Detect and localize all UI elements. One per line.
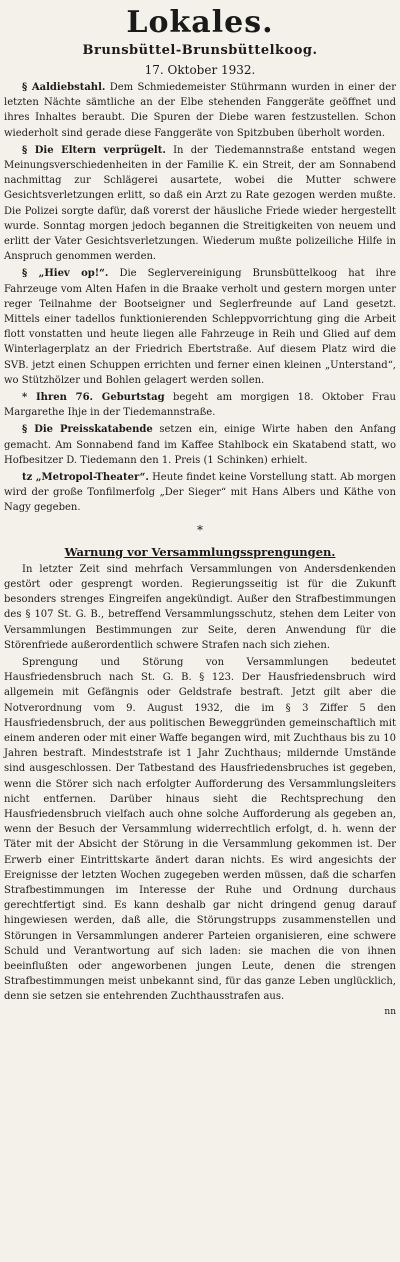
section-title: Lokales.	[126, 5, 274, 40]
article-lead: § Aaldiebstahl.	[22, 82, 106, 93]
article-text: setzen ein, einige Wirte haben den Anfang gemacht. Am Sonnabend fand im Kaffee Stahlbock ein Skatabend statt, wo Hofbesitzer D. Tiedemann den 1. Preis (1 Schinken) erhielt.	[4, 424, 396, 466]
warning-heading: Warnung vor Versammlungssprengungen.	[64, 544, 336, 559]
warning-paragraph	[4, 655, 396, 1020]
issue-date: 17. Oktober 1932.	[144, 63, 256, 77]
article-lead: * Ihren 76. Geburtstag	[22, 392, 165, 404]
article-geburtstag	[4, 390, 396, 420]
article-lead: tz „Metropol-Theater“.	[22, 472, 149, 484]
author-signature: nn	[384, 1006, 396, 1017]
article-text: Die Seglervereinigung Brunsbüttelkoog hat ihre Fahrzeuge vom Alten Hafen in die Braake verholt und gestern morgen unter reger Teilnahme der Bootseigner und Seglerfreunde auf Land gesetzt. Mittels einer tadellos funktionierenden Schleppvorrichtung ging die Arbeit flott vonstatten und heute liegen alle Fahrzeuge in Reih und Glied auf dem Winterlagerplatz an der Friedrich Ebertstraße. Auf diesem Platz wird die SVB. jetzt einen Schuppen errichten und ferner einen kleinen „Unterstand“, wo Stützhölzer und Bohlen gelagert werden sollen.	[4, 268, 396, 386]
locality-heading: Brunsbüttel-Brunsbüttelkoog.	[82, 43, 318, 58]
article-eltern	[4, 143, 396, 265]
article-theater	[4, 470, 396, 516]
warning-paragraph: In letzter Zeit sind mehrfach Versammlungen von Andersdenkenden gestört oder gesprengt worden. Regierungsseitig ist für die Zukunft besonders strenges Eingreifen angekündigt. Außer den Strafbestimmungen des § 107 St. G. B., betreffend Versammlungsschutz, stehen dem Leiter von Versammlungen Bestimmungen zur Seite, deren Anwendung für die Störenfriede außerordentlich schwere Strafen nach sich ziehen.	[4, 563, 396, 651]
article-lead: § „Hiev op!“.	[22, 268, 109, 280]
article-lead: § Die Eltern verprügelt.	[22, 144, 166, 156]
article-lead: § Die Preisskatabende	[22, 424, 153, 436]
warning-text: Sprengung und Störung von Versammlungen bedeutet Hausfriedensbruch nach St. G. B. § 123. Der Hausfriedensbruch wird allgemein mit Gefängnis oder Geldstrafe bestraft. Jetzt gilt aber die Notverordnung vom 9. August 1932, die im § 3 Ziffer 5 den Hausfriedensbruch, der aus politischen Beweggründen gemeinschaftlich mit einem anderen oder mit einer Waffe begangen wird, mit Zuchthaus bis zu 10 Jahren bestraft. Mindeststrafe ist 1 Jahr Zuchthaus; mildernde Umstände sind ausgeschlossen. Der Tatbestand des Hausfriedensbruches ist gegeben, wenn die Störer sich nach erfolgter Aufforderung des Versammlungsleiters nicht entfernen. Darüber hinaus sieht die Rechtsprechung den Hausfriedensbruch vielfach auch ohne solche Aufforderung als gegeben an, wenn der Besuch der Versammlung widerrechtlich erfolgt, d. h. wenn der Täter mit der Absicht der Störung in die Versammlung gekommen ist. Der Erwerb einer Eintrittskarte ändert daran nichts. Es wird angesichts der Ereignisse der letzten Wochen zugegeben werden müssen, daß die scharfen Strafbestimmungen im Interesse der Ruhe und Ordnung durchaus gerechtfertigt sind. Es kann deshalb gar nicht dringend genug darauf hingewiesen werden, daß alle, die Störungstrupps zusammenstellen und Störungen in Versammlungen anderer Parteien organisieren, eine schwere Schuld und Verantwortung auf sich laden: sie machen die von ihnen beeinflußten oder angeworbenen jungen Leute, denen die strengen Strafbestimmungen meist unbekannt sind, für das ganze Leben unglücklich, denn sie setzen sie entehrenden Zuchthausstrafen aus.	[4, 656, 396, 1003]
article-text: Heute findet keine Vorstellung statt. Ab morgen wird der große Tonfilmerfolg „Der Sieger“ mit Hans Albers und Käthe von Nagy gegeben.	[4, 472, 396, 514]
article-text: begeht am morgigen 18. Oktober Frau Margarethe Ihje in der Tiedemannstraße.	[4, 392, 396, 419]
article-text: Dem Schmiedemeister Stührmann wurden in einer der letzten Nächte sämtliche an der Elbe stehenden Fanggeräte geöffnet und ihres Inhaltes beraubt. Die Spuren der Diebe waren festzustellen. Schon wiederholt sind gerade diese Fanggeräte von Spitzbuben überholt worden.	[4, 82, 396, 139]
separator-star: *	[197, 522, 203, 537]
article-preisskat	[4, 422, 396, 468]
article-hiev-op	[4, 266, 396, 388]
article-aaldiebstahl	[4, 80, 396, 141]
article-text: In der Tiedemannstraße entstand wegen Meinungsverschiedenheiten in der Familie K. ein Streit, der am Sonnabend nachmittag zur Schlägerei ausartete, wobei die Mutter schwere Gesichtsverletzungen erlitt, so daß ein Arzt zu Rate gezogen werden mußte. Die Polizei sorgte dafür, daß vorerst der häusliche Friede wieder hergestellt wurde. Sonntag morgen jedoch begannen die Streitigkeiten von neuem und erlitt der Vater Gesichtsverletzungen. Wiederum mußte polizeiliche Hilfe in Anspruch genommen werden.	[4, 144, 396, 263]
